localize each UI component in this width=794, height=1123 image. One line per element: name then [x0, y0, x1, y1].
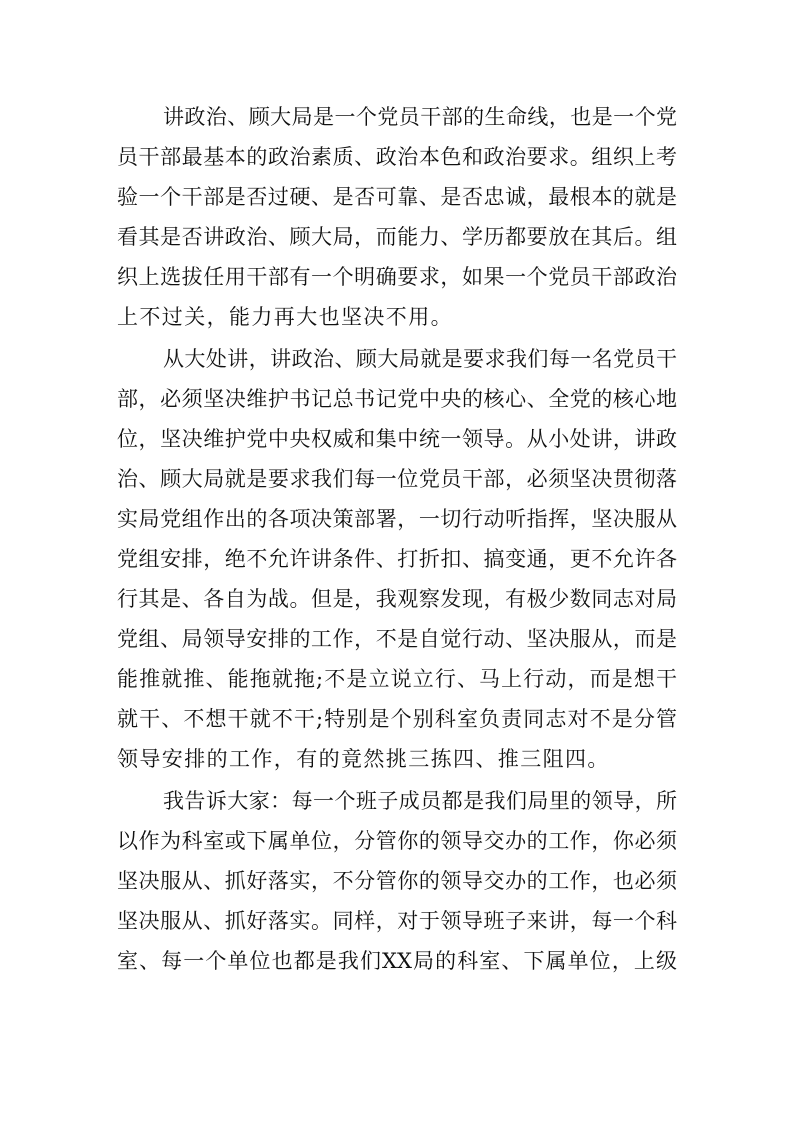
text-line: 我告诉大家：每一个班子成员都是我们局里的领导，所	[163, 789, 677, 813]
text-line: 部，必须坚决维护书记总书记党中央的核心、全党的核心地	[117, 387, 677, 411]
text-line: 讲政治、顾大局是一个党员干部的生命线，也是一个党	[163, 105, 677, 129]
text-line: 能推就推、能拖就拖;不是立说立行、马上行动，而是想干	[117, 667, 677, 691]
text-line: 坚决服从、抓好落实，不分管你的领导交办的工作，也必须	[117, 869, 677, 893]
text-line: 领导安排的工作，有的竟然挑三拣四、推三阻四。	[117, 747, 610, 771]
paragraph-1	[117, 97, 677, 337]
text-line: 织上选拔任用干部有一个明确要求，如果一个党员干部政治	[117, 265, 677, 289]
text-line: 位，坚决维护党中央权威和集中统一领导。从小处讲，讲政	[117, 427, 677, 451]
text-line: 员干部最基本的政治素质、政治本色和政治要求。组织上考	[117, 145, 677, 169]
text-line: 行其是、各自为战。但是，我观察发现，有极少数同志对局	[117, 587, 677, 611]
text-line: 上不过关，能力再大也坚决不用。	[117, 305, 453, 329]
text-line: 验一个干部是否过硬、是否可靠、是否忠诚，最根本的就是	[117, 185, 677, 209]
text-line: 就干、不想干就不干;特别是个别科室负责同志对不是分管	[117, 707, 677, 731]
document-body	[117, 97, 677, 981]
text-line: 治、顾大局就是要求我们每一位党员干部，必须坚决贯彻落	[117, 467, 677, 491]
text-line: 室、每一个单位也都是我们XX局的科室、下属单位，上级	[117, 949, 677, 973]
text-line: 党组安排，绝不允许讲条件、打折扣、搞变通，更不允许各	[117, 547, 677, 571]
text-line: 党组、局领导安排的工作，不是自觉行动、坚决服从，而是	[117, 627, 677, 651]
text-line: 以作为科室或下属单位，分管你的领导交办的工作，你必须	[117, 829, 677, 853]
paragraph-2	[117, 339, 677, 779]
text-line: 坚决服从、抓好落实。同样，对于领导班子来讲，每一个科	[117, 909, 677, 933]
text-line: 看其是否讲政治、顾大局，而能力、学历都要放在其后。组	[117, 225, 677, 249]
text-line: 从大处讲，讲政治、顾大局就是要求我们每一名党员干	[163, 347, 677, 371]
paragraph-3	[117, 781, 677, 981]
text-line: 实局党组作出的各项决策部署，一切行动听指挥，坚决服从	[117, 507, 677, 531]
